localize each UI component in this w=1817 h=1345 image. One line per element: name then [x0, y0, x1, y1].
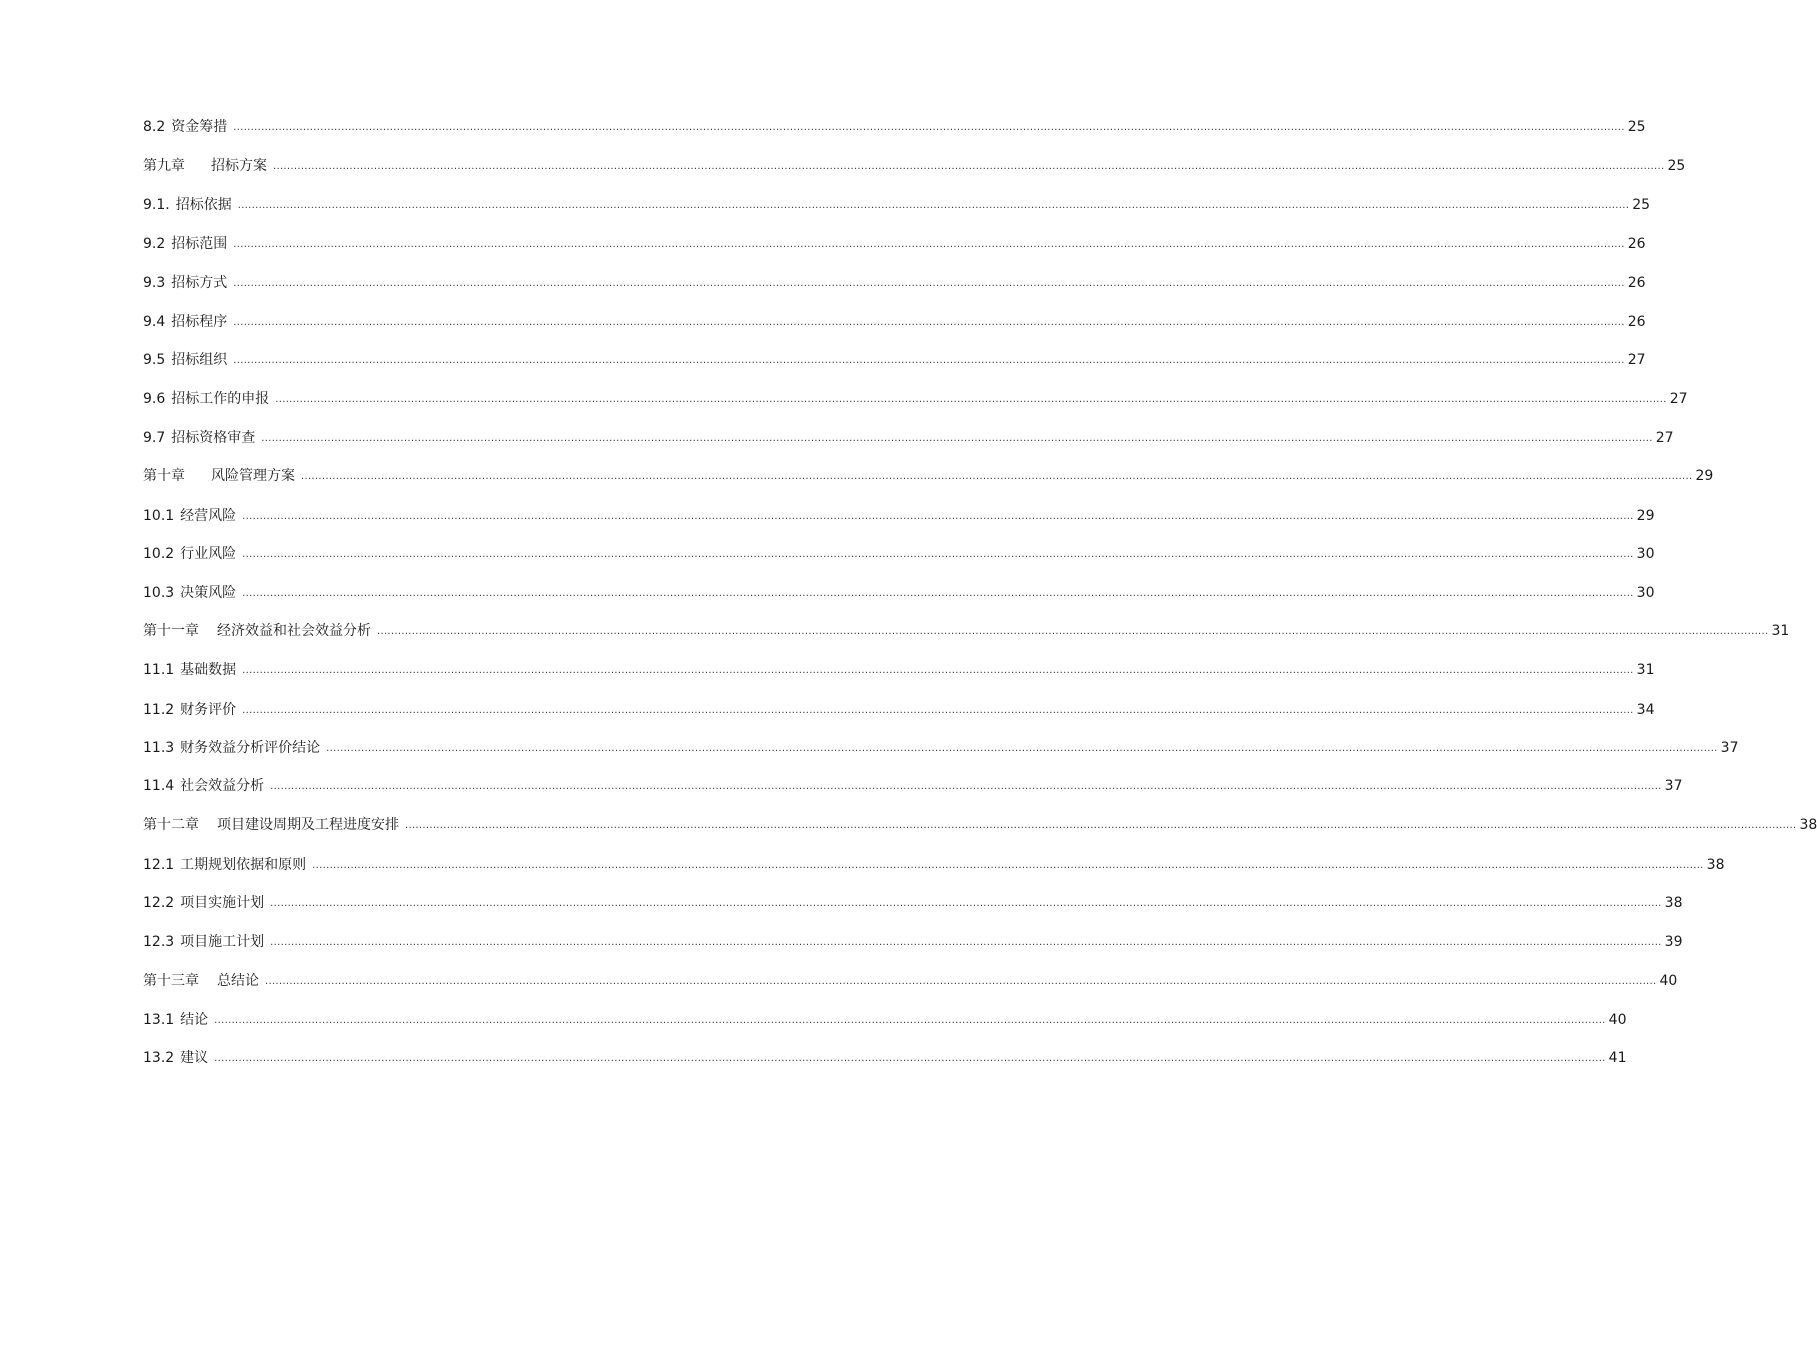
toc-entry-label: [143, 545, 236, 563]
toc-dot-leader: ................................................................................................................................................................................................................................................................................................................................................................................................................: [265, 976, 1657, 987]
toc-page-number: 34: [1636, 702, 1655, 718]
toc-entry-title: 资金筹措: [171, 119, 228, 135]
toc-entry-number: 11.4: [143, 778, 175, 794]
toc-entry-title: 招标方式: [171, 275, 228, 291]
toc-page-number: 27: [1669, 391, 1688, 407]
toc-dot-leader: ................................................................................................................................................................................................................................................................................................................................................................................................................: [312, 860, 1704, 871]
toc-page-number: 30: [1636, 546, 1655, 562]
toc-page-number: 29: [1636, 508, 1655, 524]
toc-entry-label: [143, 196, 232, 214]
toc-entry-number: 9.4: [143, 314, 166, 330]
toc-entry-title: 经济效益和社会效益分析: [217, 623, 371, 639]
toc-page-number: 31: [1636, 662, 1655, 678]
toc-entry-label: [143, 816, 399, 834]
toc-dot-leader: ................................................................................................................................................................................................................................................................................................................................................................................................................: [233, 122, 1625, 133]
toc-dot-leader: ................................................................................................................................................................................................................................................................................................................................................................................................................: [242, 511, 1634, 522]
toc-dot-leader: ................................................................................................................................................................................................................................................................................................................................................................................................................: [242, 588, 1634, 599]
toc-page-number: 25: [1627, 119, 1646, 135]
toc-entry-number: 13.2: [143, 1050, 175, 1066]
toc-entry-title: 社会效益分析: [180, 778, 265, 794]
toc-entry-title: 财务效益分析评价结论: [180, 740, 321, 756]
toc-dot-leader: ................................................................................................................................................................................................................................................................................................................................................................................................................: [270, 937, 1662, 948]
toc-dot-leader: ................................................................................................................................................................................................................................................................................................................................................................................................................: [326, 743, 1718, 754]
toc-section-entry[interactable]: [143, 661, 1655, 681]
toc-section-entry[interactable]: [143, 1011, 1627, 1031]
toc-entry-label: [143, 933, 264, 951]
toc-entry-title: 基础数据: [180, 662, 237, 678]
toc-section-entry[interactable]: [143, 856, 1725, 876]
toc-chapter-entry[interactable]: [143, 816, 1817, 836]
toc-entry-number: 第九章: [143, 158, 185, 174]
toc-entry-title: 项目建设周期及工程进度安排: [217, 817, 399, 833]
toc-entry-label: [143, 894, 264, 912]
toc-entry-label: [143, 274, 227, 292]
toc-dot-leader: ................................................................................................................................................................................................................................................................................................................................................................................................................: [405, 820, 1797, 831]
toc-entry-title: 风险管理方案: [211, 468, 295, 484]
toc-entry-number: 第十二章: [143, 817, 199, 833]
toc-entry-label: [143, 972, 259, 990]
toc-page-number: 31: [1771, 623, 1790, 639]
toc-dot-leader: ................................................................................................................................................................................................................................................................................................................................................................................................................: [214, 1053, 1606, 1064]
toc-dot-leader: ................................................................................................................................................................................................................................................................................................................................................................................................................: [242, 549, 1634, 560]
toc-page-number: 38: [1706, 857, 1725, 873]
toc-entry-label: [143, 507, 236, 525]
toc-entry-title: 招标工作的申报: [171, 391, 270, 407]
toc-chapter-entry[interactable]: [143, 972, 1678, 992]
toc-entry-number: 第十章: [143, 468, 185, 484]
toc-entry-label: [143, 584, 236, 602]
toc-entry-label: [143, 313, 227, 331]
toc-section-entry[interactable]: [143, 429, 1674, 449]
toc-entry-label: [143, 157, 267, 175]
toc-entry-label: [143, 429, 255, 447]
toc-entry-number: 第十一章: [143, 623, 199, 639]
toc-entry-label: [143, 1011, 208, 1029]
toc-dot-leader: ................................................................................................................................................................................................................................................................................................................................................................................................................: [233, 317, 1625, 328]
toc-entry-number: 10.1: [143, 508, 175, 524]
toc-page-number: 37: [1720, 740, 1739, 756]
toc-entry-number: 10.2: [143, 546, 175, 562]
toc-dot-leader: ................................................................................................................................................................................................................................................................................................................................................................................................................: [377, 626, 1769, 637]
toc-entry-number: 13.1: [143, 1012, 175, 1028]
toc-chapter-entry[interactable]: [143, 622, 1790, 642]
toc-entry-number: 11.1: [143, 662, 175, 678]
toc-entry-title: 决策风险: [180, 585, 237, 601]
toc-entry-label: [143, 622, 371, 640]
toc-entry-title: 项目实施计划: [180, 895, 265, 911]
toc-entry-number: 9.1.: [143, 197, 170, 213]
toc-page-number: 27: [1655, 430, 1674, 446]
toc-section-entry[interactable]: [143, 196, 1651, 216]
toc-entry-title: 总结论: [217, 973, 259, 989]
toc-section-entry[interactable]: [143, 274, 1646, 294]
toc-section-entry[interactable]: [143, 933, 1683, 953]
toc-dot-leader: ................................................................................................................................................................................................................................................................................................................................................................................................................: [270, 898, 1662, 909]
toc-entry-number: 12.1: [143, 857, 175, 873]
toc-entry-number: 9.3: [143, 275, 166, 291]
toc-entry-label: [143, 235, 227, 253]
toc-page-number: 30: [1636, 585, 1655, 601]
toc-entry-title: 招标程序: [171, 314, 228, 330]
toc-section-entry[interactable]: [143, 118, 1646, 138]
toc-entry-label: [143, 777, 264, 795]
toc-page-number: 41: [1608, 1050, 1627, 1066]
toc-dot-leader: ................................................................................................................................................................................................................................................................................................................................................................................................................: [275, 394, 1667, 405]
toc-section-entry[interactable]: [143, 739, 1739, 759]
toc-dot-leader: ................................................................................................................................................................................................................................................................................................................................................................................................................: [301, 471, 1693, 482]
toc-dot-leader: ................................................................................................................................................................................................................................................................................................................................................................................................................: [233, 239, 1625, 250]
toc-entry-label: [143, 118, 227, 136]
toc-dot-leader: ................................................................................................................................................................................................................................................................................................................................................................................................................: [242, 665, 1634, 676]
toc-dot-leader: ................................................................................................................................................................................................................................................................................................................................................................................................................: [261, 433, 1653, 444]
toc-entry-label: [143, 661, 236, 679]
toc-dot-leader: ................................................................................................................................................................................................................................................................................................................................................................................................................: [214, 1015, 1606, 1026]
toc-entry-title: 结论: [180, 1012, 209, 1028]
toc-section-entry[interactable]: [143, 1049, 1627, 1069]
toc-page-number: 39: [1664, 934, 1683, 950]
toc-dot-leader: ................................................................................................................................................................................................................................................................................................................................................................................................................: [273, 161, 1665, 172]
toc-entry-title: 招标方案: [211, 158, 267, 174]
toc-page-number: 40: [1659, 973, 1678, 989]
toc-page-number: 40: [1608, 1012, 1627, 1028]
toc-section-entry[interactable]: [143, 507, 1655, 527]
toc-entry-number: 10.3: [143, 585, 175, 601]
toc-section-entry[interactable]: [143, 235, 1646, 255]
toc-entry-number: 11.3: [143, 740, 175, 756]
toc-dot-leader: ................................................................................................................................................................................................................................................................................................................................................................................................................: [270, 781, 1662, 792]
toc-chapter-entry[interactable]: [143, 157, 1686, 177]
toc-entry-title: 招标组织: [171, 352, 228, 368]
toc-entry-title: 财务评价: [180, 702, 237, 718]
toc-section-entry[interactable]: [143, 584, 1655, 604]
toc-entry-number: 9.5: [143, 352, 166, 368]
toc-entry-title: 行业风险: [180, 546, 237, 562]
toc-entry-label: [143, 1049, 208, 1067]
toc-entry-number: 9.2: [143, 236, 166, 252]
toc-page-number: 29: [1695, 468, 1714, 484]
toc-dot-leader: ................................................................................................................................................................................................................................................................................................................................................................................................................: [242, 705, 1634, 716]
toc-dot-leader: ................................................................................................................................................................................................................................................................................................................................................................................................................: [237, 200, 1630, 211]
toc-section-entry[interactable]: [143, 313, 1646, 333]
toc-page-number: 25: [1667, 158, 1686, 174]
toc-page-number: 38: [1664, 895, 1683, 911]
toc-entry-title: 招标依据: [175, 197, 232, 213]
toc-entry-number: 9.6: [143, 391, 166, 407]
toc-entry-label: [143, 467, 295, 485]
toc-page-number: 38: [1799, 817, 1817, 833]
toc-entry-title: 招标资格审查: [171, 430, 256, 446]
toc-dot-leader: ................................................................................................................................................................................................................................................................................................................................................................................................................: [233, 355, 1625, 366]
toc-section-entry[interactable]: [143, 545, 1655, 565]
toc-page-number: 27: [1627, 352, 1646, 368]
toc-section-entry[interactable]: [143, 777, 1683, 797]
toc-section-entry[interactable]: [143, 351, 1646, 371]
toc-entry-number: 8.2: [143, 119, 166, 135]
toc-section-entry[interactable]: [143, 390, 1688, 410]
toc-page-number: 26: [1627, 314, 1646, 330]
toc-page-number: 25: [1632, 197, 1651, 213]
toc-entry-number: 第十三章: [143, 973, 199, 989]
toc-entry-title: 工期规划依据和原则: [180, 857, 307, 873]
toc-entry-title: 建议: [180, 1050, 209, 1066]
toc-entry-label: [143, 351, 227, 369]
toc-entry-title: 项目施工计划: [180, 934, 265, 950]
toc-entry-number: 12.3: [143, 934, 175, 950]
toc-entry-label: [143, 701, 236, 719]
toc-section-entry[interactable]: [143, 894, 1683, 914]
toc-entry-number: 12.2: [143, 895, 175, 911]
toc-entry-label: [143, 739, 320, 757]
toc-entry-title: 经营风险: [180, 508, 237, 524]
toc-entry-number: 9.7: [143, 430, 166, 446]
toc-entry-number: 11.2: [143, 702, 175, 718]
toc-page-number: 26: [1627, 236, 1646, 252]
toc-page-number: 26: [1627, 275, 1646, 291]
toc-section-entry[interactable]: [143, 701, 1655, 721]
toc-entry-title: 招标范围: [171, 236, 228, 252]
toc-chapter-entry[interactable]: [143, 467, 1714, 487]
toc-page-number: 37: [1664, 778, 1683, 794]
toc-entry-label: [143, 856, 306, 874]
toc-dot-leader: ................................................................................................................................................................................................................................................................................................................................................................................................................: [233, 278, 1625, 289]
toc-entry-label: [143, 390, 269, 408]
